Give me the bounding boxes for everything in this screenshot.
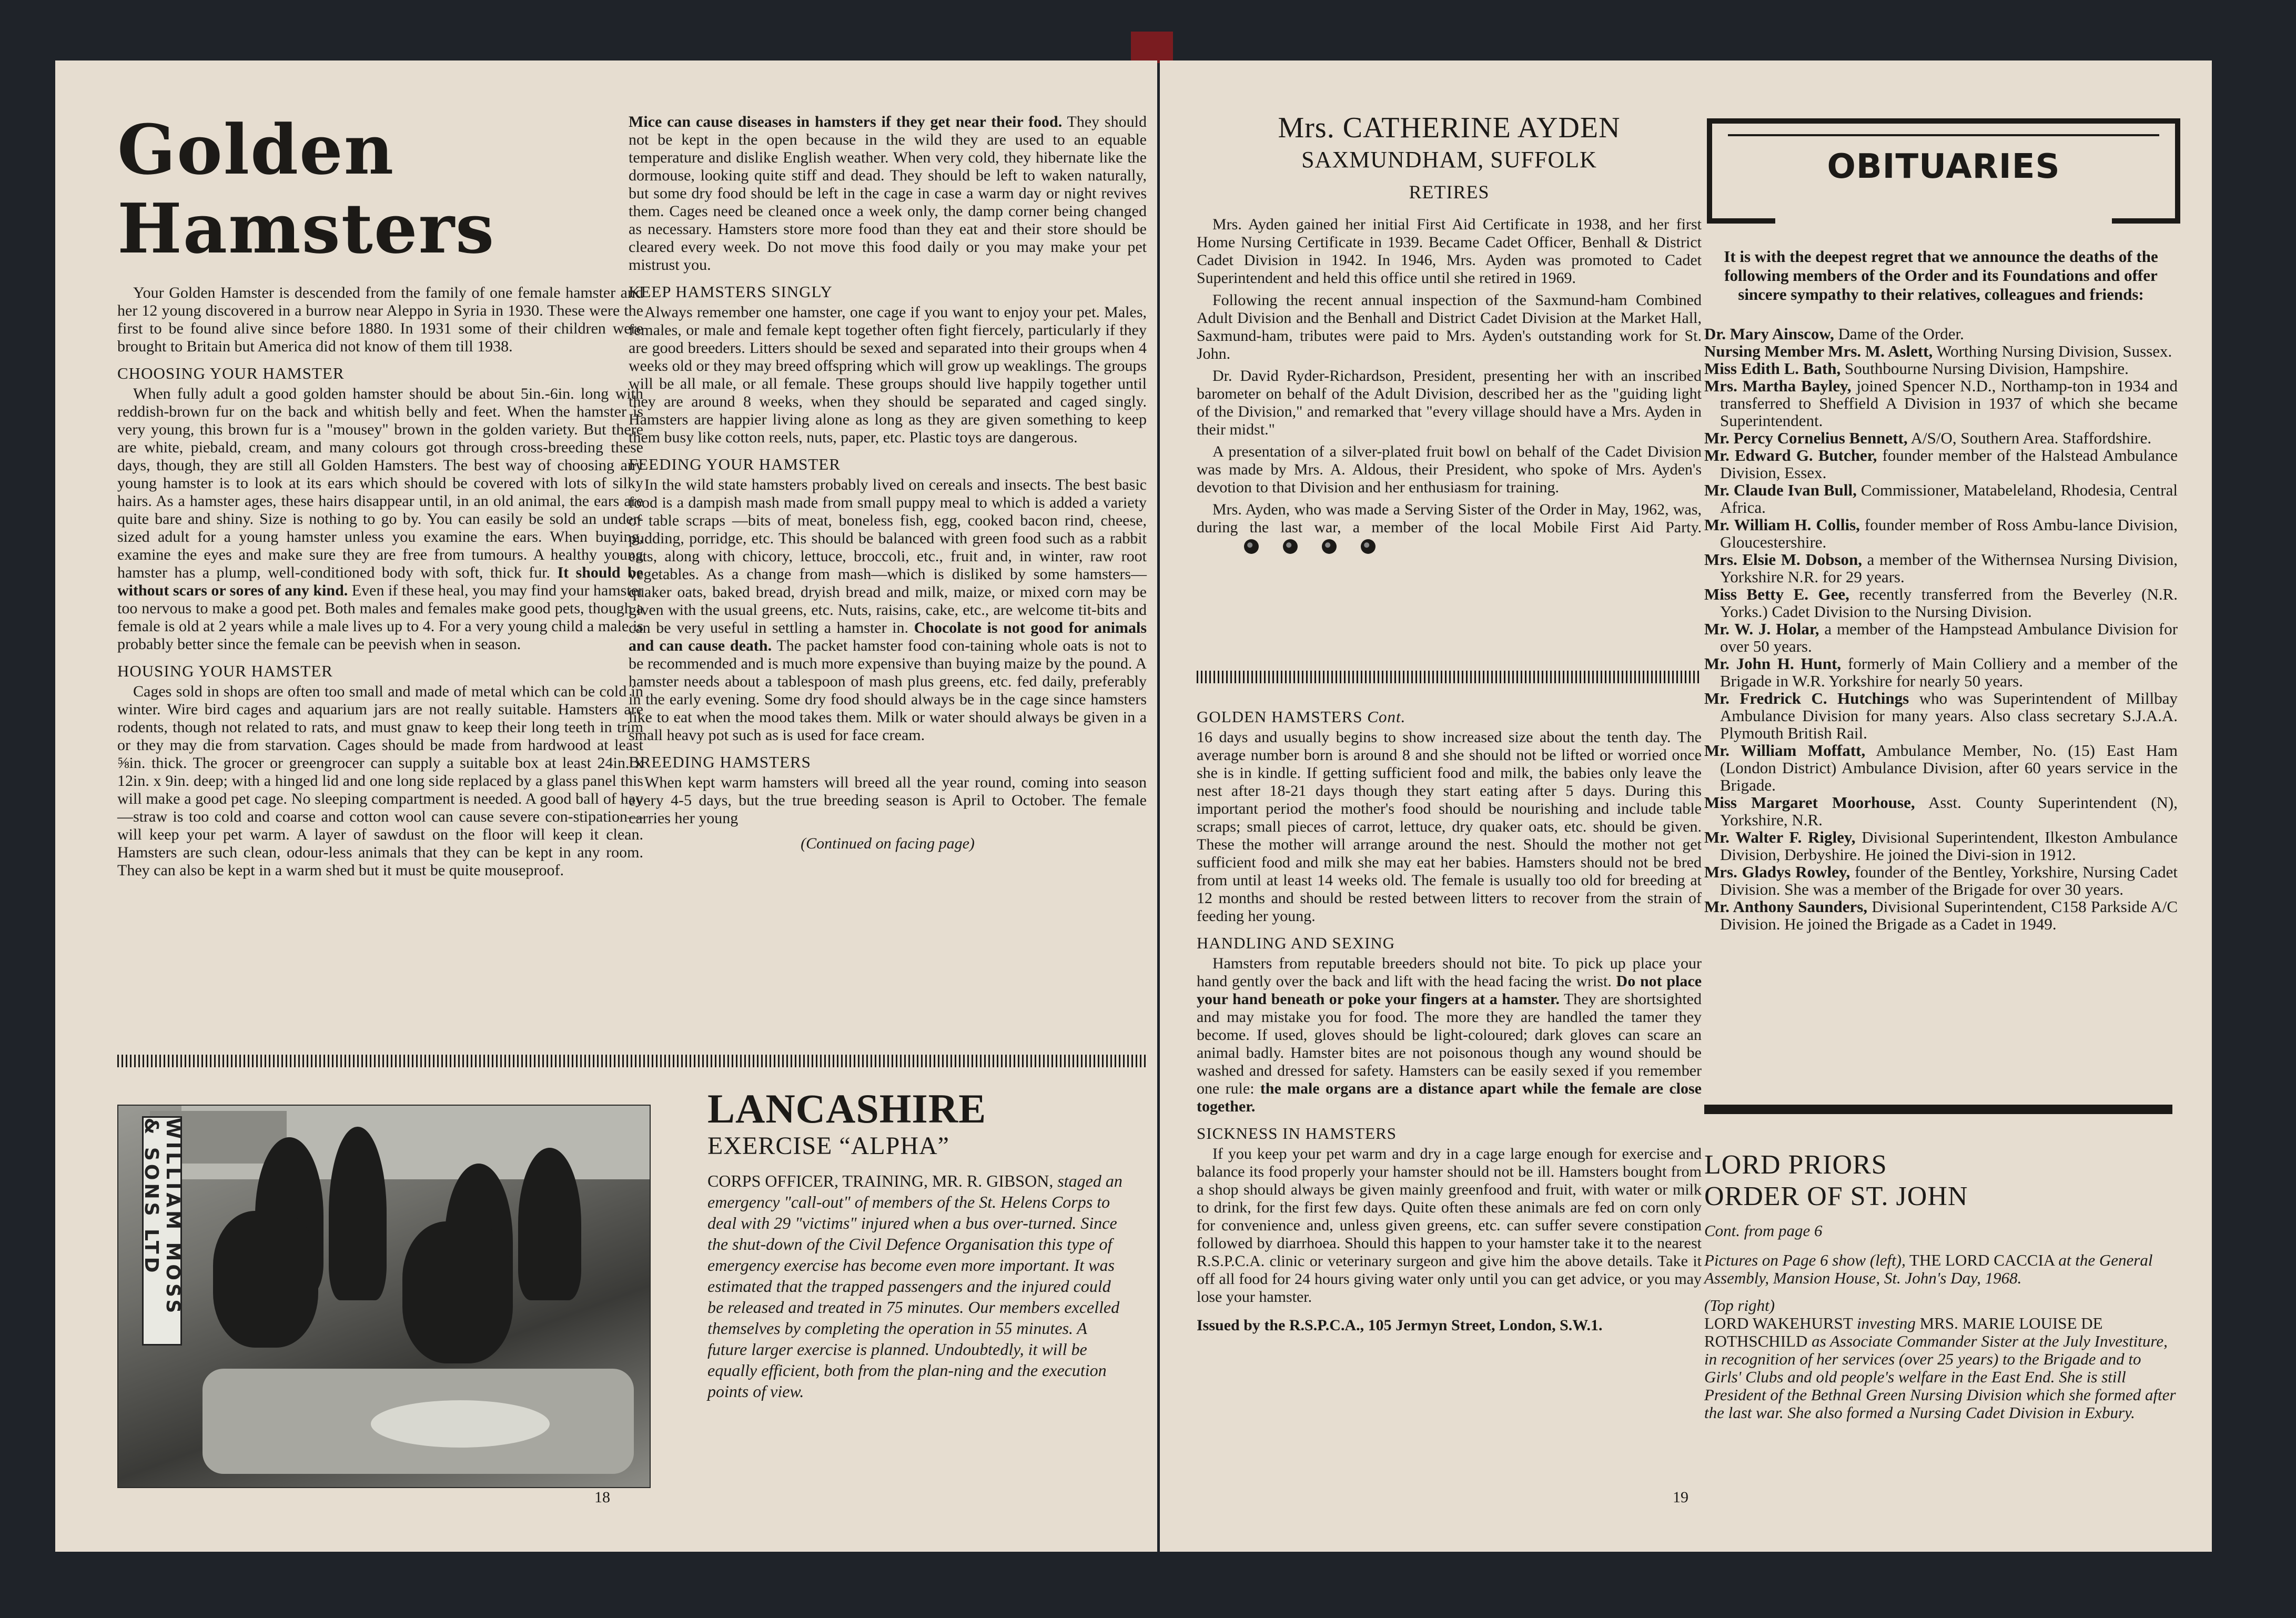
obituary-name: Mr. Percy Cornelius Bennett,	[1704, 429, 1908, 447]
ornament-dot-icon	[1361, 539, 1375, 554]
lp-p2-italic-a: investing	[1856, 1314, 1916, 1332]
lp-p1-b: at the General Assembly, Mansion House, St. John's Day, 1968.	[1704, 1251, 2153, 1287]
obituary-entry	[1704, 481, 2178, 516]
golden-cont-heading-text: GOLDEN HAMSTERS	[1197, 707, 1363, 726]
hatched-divider-right	[1197, 671, 1702, 683]
lp-p2-italic-c: Sister at the July Investiture, in recognition of her services (over 25 years) to the Brigade and to Girls' Clubs and old people's welfare in the East End. She is still President of the Bethnal Green Nursing Division which she formed after the last war. She also formed a Nursing Cadet Division in Exbury.	[1704, 1332, 2176, 1422]
breeding-heading: BREEDING HAMSTERS	[629, 753, 811, 771]
obituary-entry	[1704, 360, 2178, 377]
obituary-entry	[1704, 429, 2178, 447]
lp-p2-italic-b: as Associate Commander	[1812, 1332, 1977, 1350]
obituary-entry	[1704, 898, 2178, 933]
col2-bold: Mice can cause diseases in hamsters if they get near their food.	[629, 113, 1063, 130]
obituary-text: A/S/O, Southern Area. Staffordshire.	[1910, 429, 2152, 447]
obituary-text: Dame of the Order.	[1838, 325, 1964, 343]
feeding-text-bold: Chocolate is not good for animals and can cause death.	[629, 619, 1147, 654]
lord-priors-top-right: (Top right)	[1704, 1296, 1775, 1314]
obituary-name: Mr. John H. Hunt,	[1704, 654, 1842, 673]
lancashire-body	[707, 1170, 1128, 1402]
housing-text: Cages sold in shops are often too small and made of metal which can be cold in winter. Wire bird cages and aquarium jars are not really suitable. Hamsters are rodents, though not related to rats, and must gnaw to keep their long teeth in trim or they may die from starvation. Cages should be made from hardwood at least ⅝in. thick. The grocer or greengrocer can supply a suitable box at least 24in. x 12in. x 9in. deep; with a hinged lid and one long side replaced by a glass panel this will make a good pet cage. No sleeping compartment is needed. A good ball of hay—straw is too cold and coarse and cotton wool can cause severe con-stipation—will keep your pet warm. A layer of sawdust on the floor will keep it clean. Hamsters are such clean, odour-less animals that they can be kept in any room. They can also be kept in a warm shed but it must be quite mouseproof.	[117, 683, 643, 879]
handling-text-b: They are shortsighted and may mistake you for food. The more they are handled the tamer they become. If used, gloves should be light-coloured; dark gloves can scare an animal badly. Hamster bites are not poisonous though any wound should be washed and dressed for safety. Hamsters can be easily sexed if you remember one rule:	[1197, 990, 1702, 1097]
ayden-p5-text: Mrs. Ayden, who was made a Serving Sister of the Order in May, 1962, was, during the last war, a member of the local Mobile First Aid Party.	[1197, 501, 1702, 536]
lp-p2-caps-a: LORD WAKEHURST	[1704, 1314, 1853, 1332]
choosing-text-bold: It should be without scars or sores of any kind.	[117, 564, 643, 599]
golden-cont-label: Cont.	[1367, 707, 1406, 726]
obituaries-header-box	[1707, 118, 2180, 224]
magazine-spine	[1131, 32, 1173, 63]
golden-hamsters-column-2	[629, 113, 1147, 857]
obituary-name: Nursing Member Mrs. M. Aslett,	[1704, 342, 1933, 360]
obituary-text: joined Spencer N.D., Northamp-ton in 1934 and transferred to Sheffield A Division in 1937 of which she became Superintendent.	[1720, 377, 2178, 430]
hatched-divider-left	[117, 1055, 1148, 1067]
obituary-name: Miss Edith L. Bath,	[1704, 359, 1841, 378]
lord-priors-title-1: LORD PRIORS	[1704, 1150, 1887, 1180]
choosing-text-b: Even if these heal, you may find your hamster too nervous to make a good pet. Both males and females make good pets, though a female is old at 2 years while a male lives up to 4. For a very young child a male is probably better since the female can be peevish when in season.	[117, 582, 644, 653]
obituaries-title: OBITUARIES	[1827, 147, 2060, 186]
feeding-text-a: In the wild state hamsters probably lived on cereals and insects. The best basic food is a dampish mash made from small puppy meal to which is added a variety of table scraps —bits of meat, boneless fish, egg, cooked bacon rind, cheese, pudding, porridge, etc. This should be balanced with green food such as a rabbit eats, along with chicory, lettuce, broccoli, etc., fruit and, in winter, raw root vegetables. As a change from mash—which is disliked by some hamsters—quaker oats, baked bread, dryish bread and milk, maize, or mixed corn may be given with the usual greens, etc. Nuts, raisins, cake, etc., are welcome tit-bits and can be very useful in settling a hamster in.	[629, 476, 1147, 636]
page-number-right: 19	[1673, 1489, 1688, 1506]
thick-divider	[1704, 1105, 2172, 1114]
lord-priors-p1	[1704, 1251, 2178, 1287]
lp-p1-caps: THE LORD CACCIA	[1909, 1251, 2055, 1269]
feeding-text-b: The packet hamster food con-taining whole oats is not to be recommended and is much more expensive than buying maize by the pound. A hamster needs about a tablespoon of mash plus greens, etc. fed daily, preferably in the early evening. Some dry food should always be in the cage since hamsters like to eat when the mood takes them. Milk or water should always be given in a small heavy pot such as is used for face cream.	[629, 637, 1147, 744]
obituary-text: Worthing Nursing Division, Sussex.	[1936, 342, 2172, 360]
obituary-entry	[1704, 863, 2178, 898]
obituary-entry	[1704, 828, 2178, 863]
obituary-text: Commissioner, Matabeleland, Rhodesia, Central Africa.	[1720, 481, 2178, 517]
obituary-text: founder member of the Halstead Ambulance Division, Essex.	[1720, 446, 2178, 482]
golden-cont-heading	[1197, 707, 1702, 726]
obituary-text: founder member of Ross Ambu-lance Division, Gloucestershire.	[1720, 515, 2178, 551]
choosing-text-a: When fully adult a good golden hamster should be about 5in.-6in. long with reddish-brown fur on the back and whitish belly and feet. When the hamster is very young, this brown fur is a "mousey" brown in the golden variety. But there are white, piebald, cream, and many colours got through cross-breeding these days, though, they are still all Golden Hamsters. The best way of choosing any young hamster is to look at its ears which should be covered with lots of silky hairs. As a hamster ages, these hairs disappear until, in an old animal, the ears are quite bare and shiny. Size is nothing to go by. You can easily be sold an under-sized adult for a young hamster unless you examine the ears. When buying, examine the eyes and make sure they are free from tumours. A healthy young hamster has a plump, well-conditioned body with soft, thick fur.	[117, 385, 643, 581]
obituary-text: Divisional Superintendent, Ilkeston Ambulance Division, Derbyshire. He joined the Divi-sion in 1912.	[1720, 828, 2178, 864]
choosing-heading: CHOOSING YOUR HAMSTER	[117, 364, 345, 382]
lord-priors-cont: Cont. from page 6	[1704, 1221, 1823, 1240]
sickness-heading: SICKNESS IN HAMSTERS	[1197, 1124, 1397, 1142]
obituary-text: formerly of Main Colliery and a member of the Brigade in W.R. Yorkshire for nearly 50 years.	[1720, 654, 2178, 690]
lancashire-title: LANCASHIRE	[707, 1086, 987, 1131]
feeding-heading: FEEDING YOUR HAMSTER	[629, 455, 841, 473]
ayden-p4: A presentation of a silver-plated fruit bowl on behalf of the Cadet Division was made by Mrs. A. Aldous, their President, who spoke of Mrs. Ayden's devotion to that Division and her enthusiasm for training.	[1197, 443, 1702, 496]
col2-text: They should not be kept in the open because in the wild they are used to an equable temperature and dislike English weather. When very cold, they hibernate like the dormouse, looking quite stiff and dead. They should be left to waken naturally, but some dry food should be left in the cage in case a warm day or night revives them. Cages need be cleaned once a week only, the damp corner being changed as necessary. Hamsters store more food than they eat and their store should be cleared every week. Do not move this food daily or you may make your pet mistrust you.	[629, 113, 1147, 274]
obituary-text: founder of the Bentley, Yorkshire, Nursing Cadet Division. She was a member of the Brigade for over 30 years.	[1720, 863, 2178, 898]
lancashire-body-text: staged an emergency "call-out" of members of the St. Helens Corps to deal with 29 "victims" injured when a bus over-turned. Since the shut-down of the Civil Defence Organisation this type of emergency exercise has become even more important. It was estimated that the trapped passengers and the injured could be released and treated in 75 minutes. Our members excelled themselves by completing the operation in 55 minutes. A future larger exercise is planned. Undoubtedly, it will be equally efficient, both from the plan-ning and the execution points of view.	[707, 1171, 1122, 1401]
golden-hamsters-title	[117, 110, 643, 268]
handling-text-a: Hamsters from reputable breeders should not bite. To pick up place your hand gently over the back and lift with the head facing the wrist.	[1197, 955, 1702, 990]
obituary-name: Mrs. Elsie M. Dobson,	[1704, 550, 1863, 569]
obituary-entry	[1704, 794, 2178, 828]
obituary-name: Mrs. Gladys Rowley,	[1704, 863, 1850, 881]
obituary-entry	[1704, 516, 2178, 551]
ornament-dot-icon	[1244, 539, 1259, 554]
lp-p2-caps-b: MRS. MARIE LOUISE DE ROTHSCHILD	[1704, 1314, 2103, 1350]
ayden-p2: Following the recent annual inspection of the Saxmund-ham Combined Adult Division and the Benhall and District Cadet Division at the Market Hall, Saxmund-ham, tributes were paid to Mrs. Ayden's outstanding work for St. John.	[1197, 291, 1702, 362]
handling-text-bold2: the male organs are a distance apart while the female are close together.	[1197, 1080, 1702, 1115]
ayden-p1: Mrs. Ayden gained her initial First Aid Certificate in 1938, and her first Home Nursing Certificate in 1939. Became Cadet Officer, Benhall & District Cadet Division in 1942. In 1946, Mrs. Ayden was promoted to Cadet Superintendent and held this office until she retired in 1969.	[1197, 216, 1702, 287]
breeding-text: When kept warm hamsters will breed all the year round, coming into season every 4-5 days, but the true breeding season is April to October. The female carries her young	[629, 774, 1147, 827]
lancashire-article	[707, 1086, 1128, 1406]
obituary-entry	[1704, 377, 2178, 429]
obituary-text: Southbourne Nursing Division, Hampshire.	[1845, 359, 2129, 378]
title-line-2: Hamsters	[117, 188, 495, 269]
obituaries-intro: It is with the deepest regret that we announce the deaths of the following members of the Order and its Foundations and offer sincere sympathy to their relatives, colleagues and friends:	[1724, 247, 2158, 304]
obituary-entries	[1704, 325, 2178, 933]
ayden-retires: RETIRES	[1409, 181, 1490, 203]
ornament-dot-icon	[1322, 539, 1337, 554]
lord-priors-p2	[1704, 1314, 2178, 1422]
obituary-text: Asst. County Superintendent (N), Yorkshire, N.R.	[1720, 793, 2178, 829]
obituary-entry	[1704, 551, 2178, 585]
obituary-name: Mr. Anthony Saunders,	[1704, 897, 1868, 916]
photo-sign-text: WILLIAM MOSS & SONS LTD	[140, 1118, 184, 1317]
obituary-name: Mr. William H. Collis,	[1704, 515, 1860, 534]
ayden-p3: Dr. David Ryder-Richardson, President, presenting her with an inscribed barometer on behalf of the Adult Division, described her as the "guiding light of the Division," and remarked that "every village should have a Mrs. Ayden in their midst."	[1197, 367, 1702, 438]
rspca-issued: Issued by the R.S.P.C.A., 105 Jermyn Street, London, S.W.1.	[1197, 1317, 1603, 1334]
obituary-name: Mr. Claude Ivan Bull,	[1704, 481, 1857, 499]
housing-heading: HOUSING YOUR HAMSTER	[117, 662, 333, 680]
handling-heading: HANDLING AND SEXING	[1197, 934, 1395, 952]
handling-text-bold: Do not place your hand beneath or poke your fingers at a hamster.	[1197, 973, 1702, 1008]
lancashire-subtitle: EXERCISE “ALPHA”	[707, 1132, 949, 1160]
obituary-name: Mr. W. J. Holar,	[1704, 620, 1819, 638]
obituary-name: Dr. Mary Ainscow,	[1704, 325, 1834, 343]
obituary-entry	[1704, 742, 2178, 794]
obituaries-list	[1704, 247, 2178, 933]
obituary-text: Ambulance Member, No. (15) East Ham (London District) Ambulance Division, after 60 years service in the Brigade.	[1720, 741, 2178, 794]
photo-sign	[142, 1116, 182, 1346]
ayden-article	[1197, 110, 1702, 559]
continued-note: (Continued on facing page)	[801, 835, 975, 852]
obituary-name: Miss Margaret Moorhouse,	[1704, 793, 1915, 812]
ayden-p5	[1197, 501, 1702, 554]
choosing-text	[117, 385, 643, 653]
obituary-text: who was Superintendent of Millbay Ambulance Division for many years. Also class secretary S.J.A.A. Plymouth British Rail.	[1720, 689, 2178, 742]
obituary-entry	[1704, 447, 2178, 481]
feeding-text	[629, 476, 1147, 744]
obituary-entry	[1704, 342, 2178, 360]
golden-cont-p1: 16 days and usually begins to show increased size about the tenth day. The average number born is around 8 and she should not be lifted or worried once she is in kindle. If getting sufficient food and milk, the babies only leave the nest after 18-21 days though they start eating after 5 days. During this important period the mother's food should be nourishing and include table scraps; small pieces of carrot, lettuce, dry quaker oats, etc. should be given. These the mother will arrange around the nest. Should the mother not get sufficient food and milk she may eat her babies. Hamsters should not be bred from until at least 14 weeks old. The female is usually too old for breeding at 12 months and should be rested between litters to recover from the strain of feeding her young.	[1197, 729, 1702, 925]
golden-hamsters-continued	[1197, 707, 1702, 1339]
title-line-1: Golden	[117, 109, 395, 190]
golden-hamsters-column-1	[117, 110, 643, 884]
page-number-left: 18	[594, 1489, 610, 1506]
obituary-entry	[1704, 655, 2178, 690]
col2-intro	[629, 113, 1147, 274]
obituary-name: Mrs. Martha Bayley,	[1704, 377, 1852, 395]
emergency-exercise-photo	[117, 1105, 651, 1488]
ornament-dot-icon	[1283, 539, 1298, 554]
obituary-entry	[1704, 325, 2178, 342]
obituary-name: Mr. Edward G. Butcher,	[1704, 446, 1877, 464]
obituary-text: a member of the Hampstead Ambulance Division for over 50 years.	[1720, 620, 2178, 655]
obituary-text: Divisional Superintendent, C158 Parkside A/C Division. He joined the Brigade as a Cadet in 1949.	[1720, 897, 2178, 933]
obituary-name: Mr. Fredrick C. Hutchings	[1704, 689, 1909, 707]
obituary-name: Mr. Walter F. Rigley,	[1704, 828, 1856, 846]
lord-priors-article	[1704, 1149, 2178, 1426]
obituary-text: recently transferred from the Beverley (N.R. Yorks.) Cadet Division to the Nursing Division.	[1720, 585, 2178, 621]
lp-p1-a: Pictures on Page 6 show (left),	[1704, 1251, 1906, 1269]
obituary-entry	[1704, 690, 2178, 742]
lancashire-lead: CORPS OFFICER, TRAINING, MR. R. GIBSON,	[707, 1171, 1054, 1190]
keep-heading: KEEP HAMSTERS SINGLY	[629, 282, 833, 301]
lord-priors-title-2: ORDER OF ST. JOHN	[1704, 1181, 1968, 1211]
ayden-location: SAXMUNDHAM, SUFFOLK	[1301, 147, 1597, 173]
obituary-entry	[1704, 620, 2178, 655]
ornament-dots	[1204, 537, 1375, 554]
keep-text: Always remember one hamster, one cage if you want to enjoy your pet. Males, females, or male and female kept together often fight fiercely, particularly if they are good breeders. Litters should be sexed and separated into their groups when 4 weeks old or they may breed offspring which will grow up weaklings. The groups will be all male, or all female. These groups should live happily together until they are around 8 weeks, when they should be separated and caged singly. Hamsters are happier living alone as long as they are given something to keep them busy like cotton reels, nuts, paper, etc. Plastic toys are dangerous.	[629, 304, 1147, 446]
obituary-entry	[1704, 585, 2178, 620]
sickness-text: If you keep your pet warm and dry in a cage large enough for exercise and balance its food properly your hamster should not be ill. Hamsters bought from a shop should always be given mainly greenfood and fruit, with water or milk to drink, for the first few days. Quite often these animals are fed on corn only for convenience and, unless given greens, etc. can suffer severe constipation followed by diarrhoea. Should this happen to your hamster take it to the nearest R.S.P.C.A. clinic or veterinary surgeon and give him the above details. Take it off all food for 24 hours giving water only until you can get advice, or you may lose your hamster.	[1197, 1145, 1702, 1306]
left-page	[55, 60, 1157, 1552]
ayden-title: Mrs. CATHERINE AYDEN	[1278, 112, 1621, 144]
handling-text	[1197, 955, 1702, 1116]
obituary-name: Miss Betty E. Gee,	[1704, 585, 1849, 603]
obituary-text: a member of the Withernsea Nursing Division, Yorkshire N.R. for 29 years.	[1720, 550, 2178, 586]
obituary-name: Mr. William Moffatt,	[1704, 741, 1866, 760]
golden-intro: Your Golden Hamster is descended from the family of one female hamster and her 12 young discovered in a burrow near Aleppo in Syria in 1930. These were the first to be found alive since before 1880. In 1931 some of their children were brought to Britain but America did not know of them till 1938.	[117, 284, 643, 355]
